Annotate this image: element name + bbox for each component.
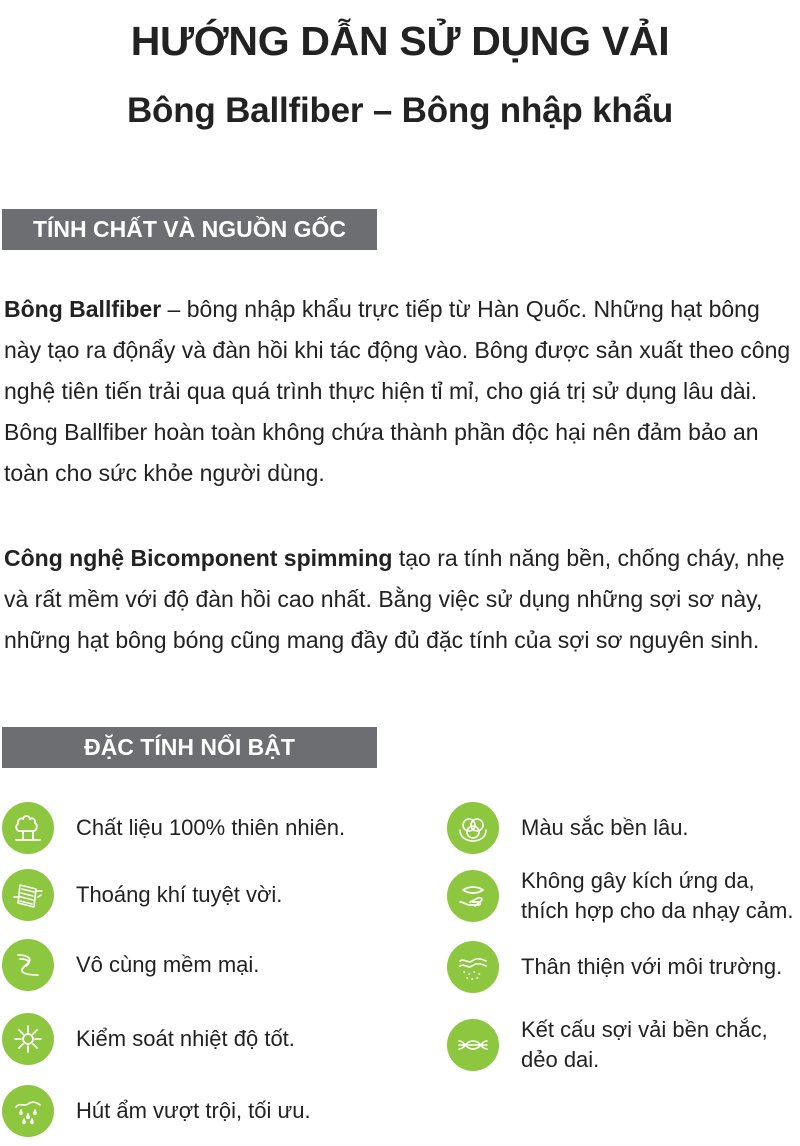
feature-item [2, 1013, 295, 1065]
feature-label: Chất liệu 100% thiên nhiên. [76, 815, 346, 840]
breathable-fabric-icon [2, 869, 54, 921]
feature-label: Kiểm soát nhiệt độ tốt. [76, 1026, 295, 1051]
feature-item [447, 1015, 768, 1075]
feature-label: Thân thiện với môi trường. [521, 954, 783, 979]
page-title: HƯỚNG DẪN SỬ DỤNG VẢI [130, 18, 670, 64]
moisture-icon [2, 1085, 54, 1137]
soft-fabric-icon [2, 939, 54, 991]
feature-label: Thoáng khí tuyệt vời. [76, 882, 283, 907]
feature-label: Hút ẩm vượt trội, tối ưu. [76, 1098, 311, 1123]
section-heading-origin: TÍNH CHẤT VÀ NGUỒN GỐC [2, 209, 377, 250]
feature-item [447, 802, 689, 854]
origin-paragraph-2-bold: Công nghệ Bicomponent spimming [4, 545, 393, 571]
woven-fiber-icon [447, 1019, 499, 1071]
temperature-icon [2, 1013, 54, 1065]
origin-paragraph-1-text: – bông nhập khẩu trực tiếp từ Hàn Quốc. Những hạt bông này tạo ra độnẩy và đàn hồi khi tác động vào. Bông được sản xuất theo công nghệ tiên tiến trải qua quá trình thực hiện tỉ mỉ, cho giá trị sử dụng lâu dài. Bông Ballfiber hoàn toàn không chứa thành phần độc hại nên đảm bảo an toàn cho sức khỏe người dùng. [4, 296, 791, 486]
section-heading-features: ĐẶC TÍNH NỔI BẬT [2, 727, 377, 768]
feature-label: Kết cấu sợi vải bền chắc, dẻo dai. [521, 1017, 768, 1072]
origin-paragraph-1 [4, 289, 794, 494]
color-circles-icon [447, 802, 499, 854]
feature-item [2, 869, 282, 921]
origin-paragraph-2 [4, 538, 794, 661]
hand-leaf-icon [447, 870, 499, 922]
feature-item [447, 866, 793, 926]
origin-paragraph-1-bold: Bông Ballfiber [4, 296, 162, 322]
feature-item [447, 941, 782, 993]
feature-item [2, 1085, 311, 1137]
origin-paragraph-2-text: tạo ra tính năng bền, chống cháy, nhẹ và rất mềm với độ đàn hồi cao nhất. Bằng việc sử dụng những sợi sơ này, những hạt bông bóng cũng mang đầy đủ đặc tính của sợi sơ nguyên sinh. [4, 545, 785, 653]
feature-label: Màu sắc bền lâu. [521, 815, 689, 840]
feature-label: Vô cùng mềm mại. [76, 952, 260, 977]
eco-wave-icon [447, 941, 499, 993]
feature-item [2, 939, 259, 991]
tree-icon [2, 802, 54, 854]
page-subtitle: Bông Ballfiber – Bông nhập khẩu [126, 91, 674, 130]
feature-label: Không gây kích ứng da, thích hợp cho da nhạy cảm. [521, 868, 794, 923]
feature-item [2, 802, 345, 854]
